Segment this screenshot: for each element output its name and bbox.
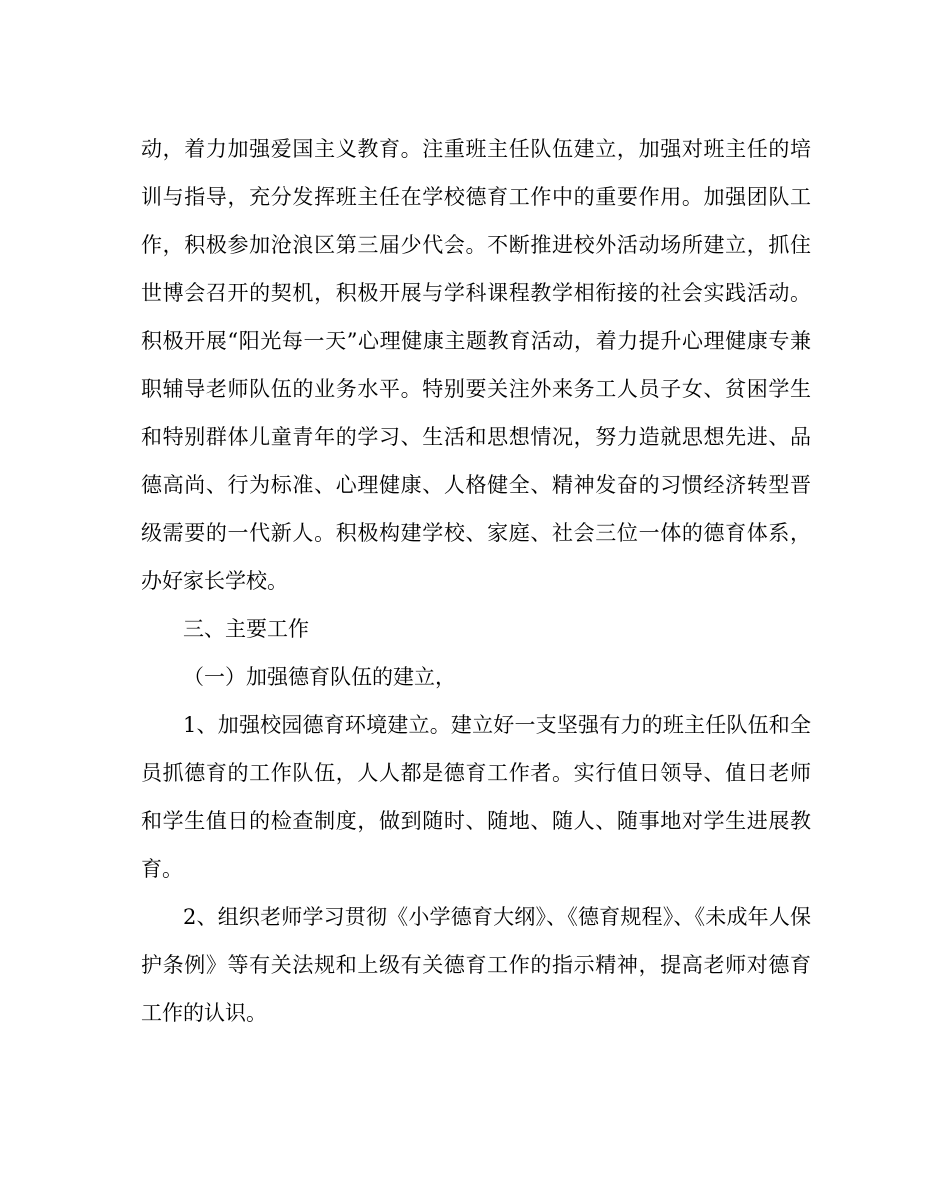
- body-paragraph-intro: 动，着力加强爱国主义教育。注重班主任队伍建立，加强对班主任的培训与指导，充分发挥班主任在学校德育工作中的重要作用。加强团队工作，积极参加沧浪区第三届少代会。不断推进校外活动场所建立，抓住世博会召开的契机，积极开展与学科课程教学相衔接的社会实践活动。积极开展“阳光每一天”心理健康主题教育活动，着力提升心理健康专兼职辅导老师队伍的业务水平。特别要关注外来务工人员子女、贫困学生和特别群体儿童青年的学习、生活和思想情况，努力造就思想先进、品德高尚、行为标准、心理健康、人格健全、精神发奋的习惯经济转型晋级需要的一代新人。积极构建学校、家庭、社会三位一体的德育体系，办好家长学校。: [141, 137, 811, 593]
- section-heading-main-work: 三、主要工作: [183, 617, 309, 641]
- list-item-2: 2、组织老师学习贯彻《小学德育大纲》、《德育规程》、《未成年人保护条例》等有关法规和上级有关德育工作的指示精神，提高老师对德育工作的认识。: [141, 905, 811, 1025]
- list-item-1: 1、加强校园德育环境建立。建立好一支坚强有力的班主任队伍和全员抓德育的工作队伍，人人都是德育工作者。实行值日领导、值日老师和学生值日的检查制度，做到随时、随地、随人、随事地对学生进展教育。: [141, 713, 811, 881]
- document-page: [141, 125, 811, 1037]
- subsection-heading-team-building: （一）加强德育队伍的建立，: [183, 665, 456, 689]
